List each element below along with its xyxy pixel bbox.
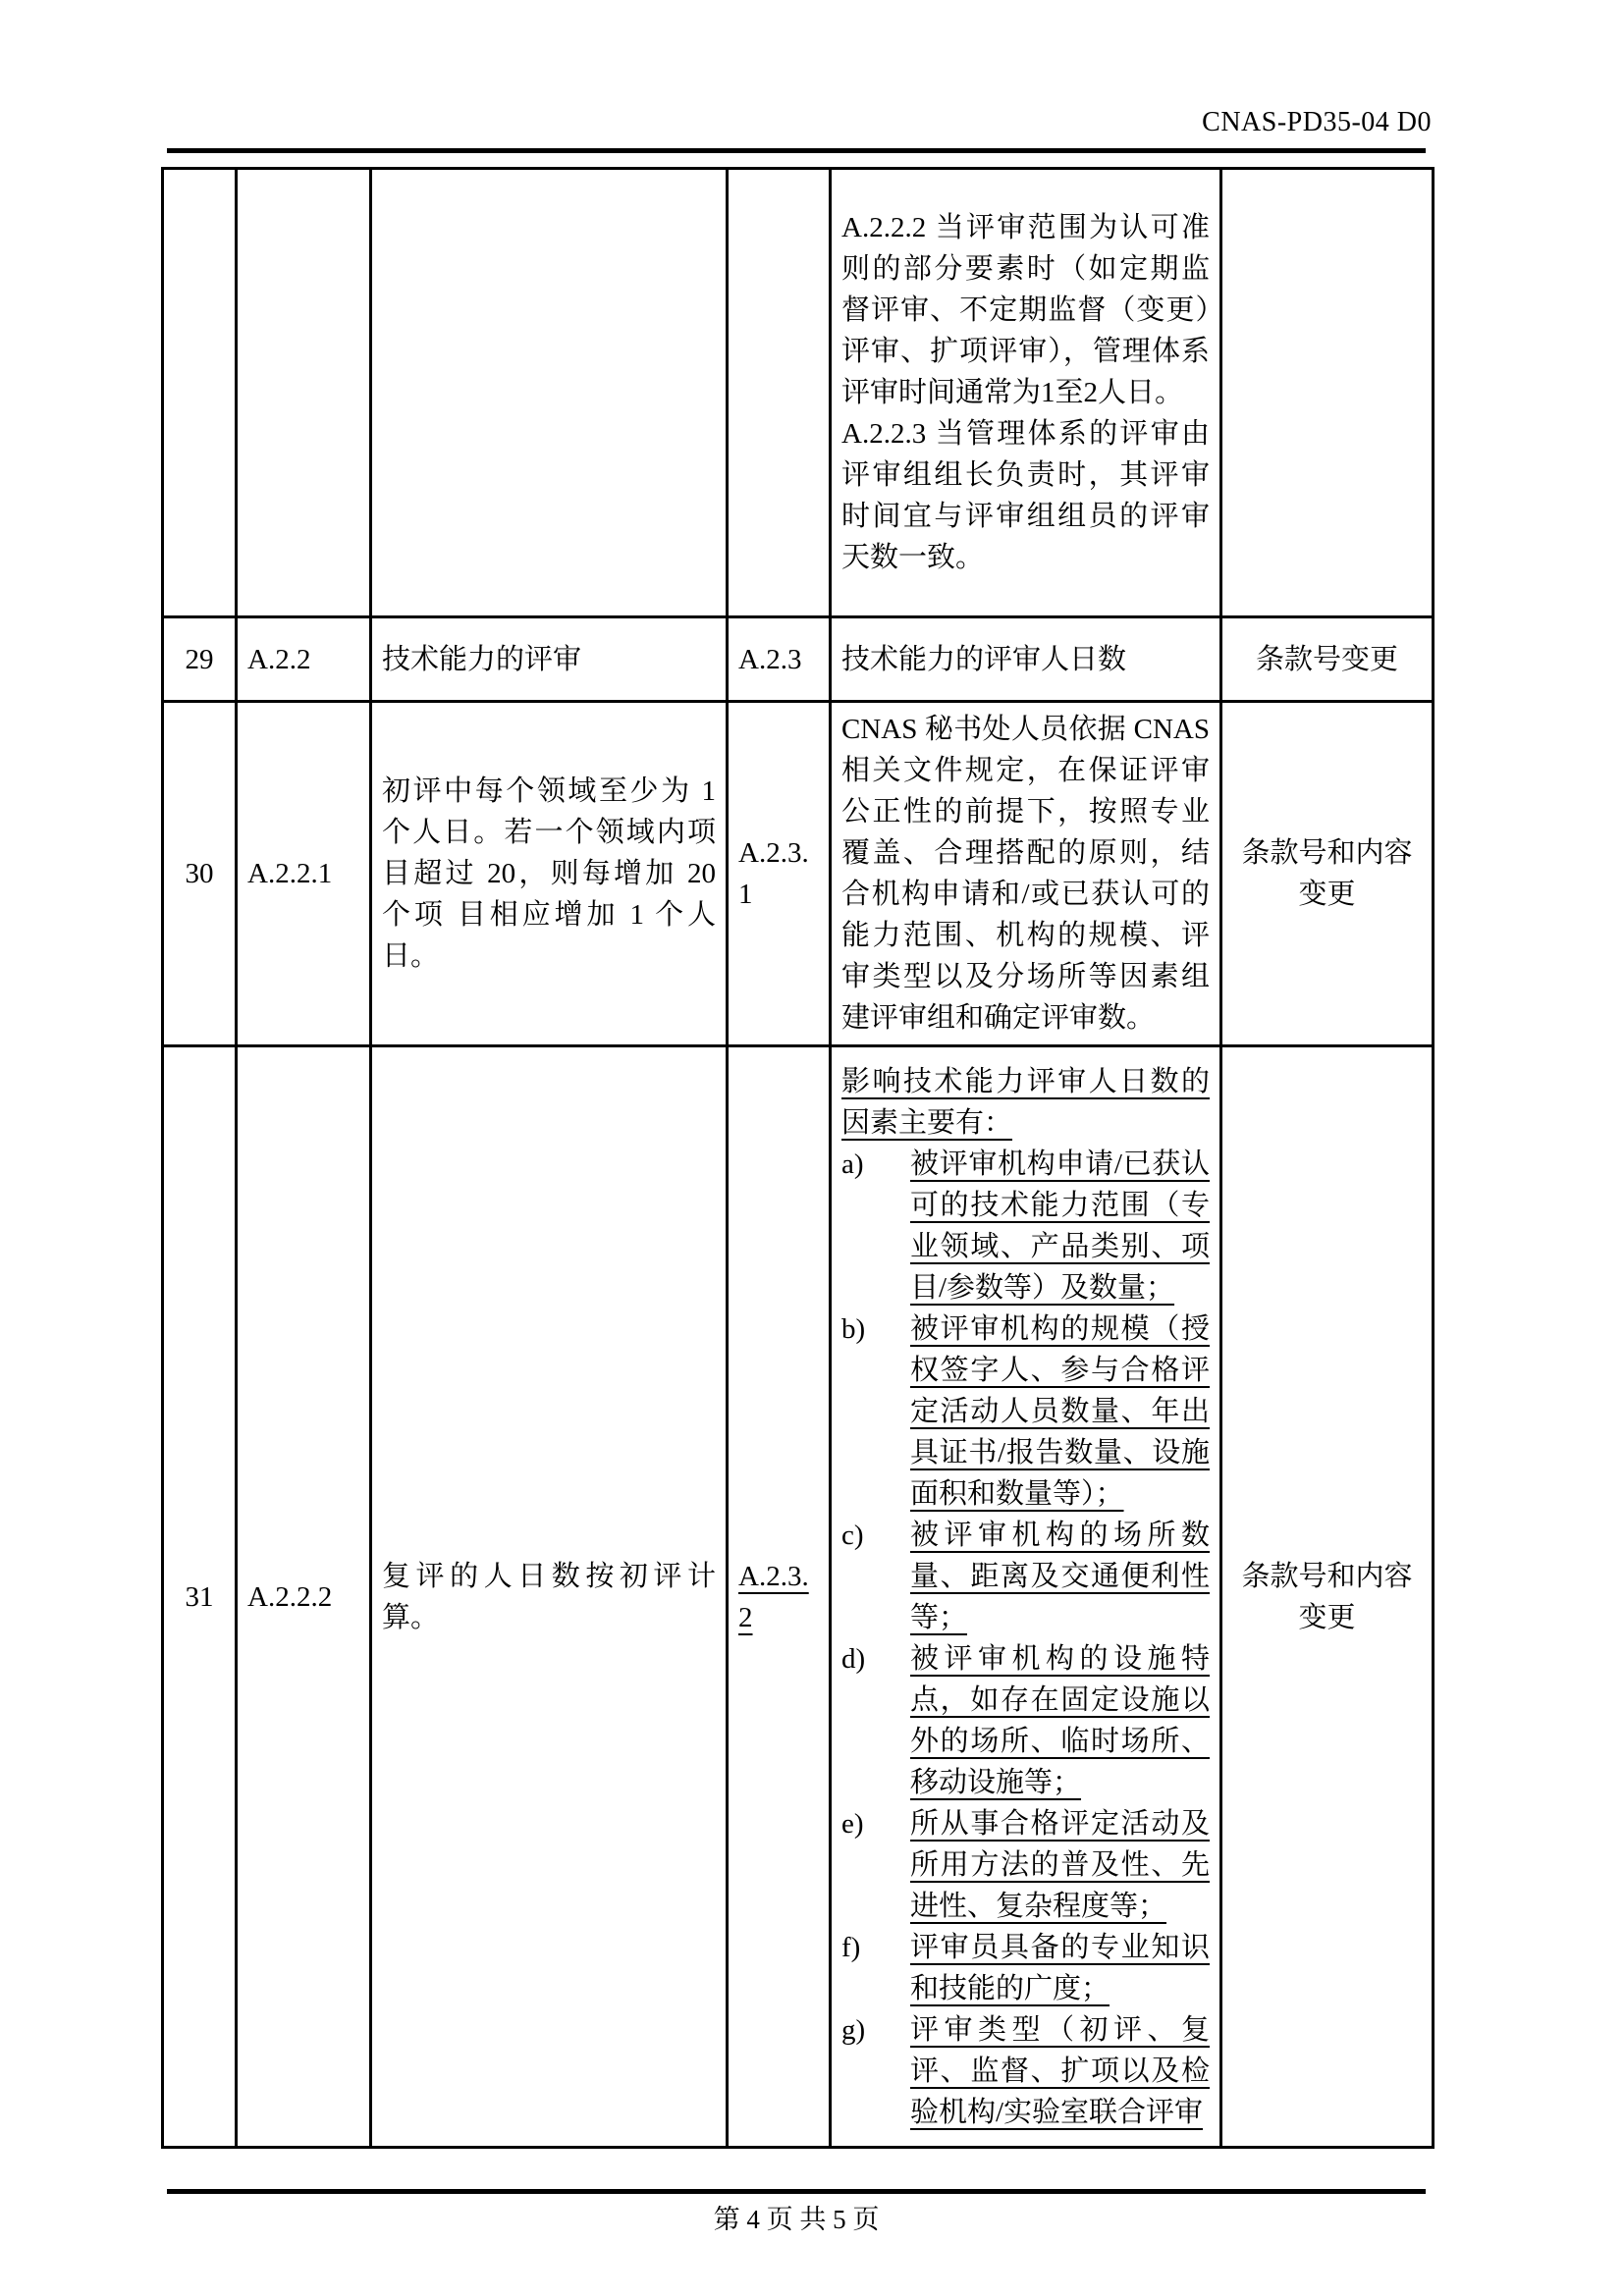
header-rule: [167, 148, 1426, 153]
list-item-text: 被评审机构申请/已获认可的技术能力范围（专业领域、产品类别、项目/参数等）及数量；: [910, 1148, 1210, 1304]
old-clause-cell: A.2.2.1: [237, 702, 371, 1046]
list-marker: e): [841, 1807, 864, 1840]
change-type-cell: 条款号和内容变更: [1221, 1046, 1434, 2148]
document-page: [161, 0, 1432, 2236]
change-type-cell: [1221, 169, 1434, 617]
new-clause-cell: [728, 169, 831, 617]
row-number-cell: [163, 169, 237, 617]
table-row-30: [163, 702, 1434, 1046]
list-item: [841, 1638, 1210, 1803]
list-item: [841, 1308, 1210, 1515]
new-content-cell: [831, 1046, 1221, 2148]
old-content-cell: 复评的人日数按初评计算。: [371, 1046, 728, 2148]
list-item: [841, 1144, 1210, 1308]
new-content-cell: CNAS 秘书处人员依据 CNAS 相关文件规定，在保证评审公正性的前提下，按照专业覆盖、合理搭配的原则，结合机构申请和/或已获认可的能力范围、机构的规模、评审类型以及分场所等因素组建评审组和确定评审数。: [831, 702, 1221, 1046]
new-content-paragraph: A.2.2.3 当管理体系的评审由评审组组长负责时，其评审时间宜与评审组组员的评审天数一致。: [841, 418, 1210, 573]
row-number-cell: 30: [163, 702, 237, 1046]
new-content-cell: 技术能力的评审人日数: [831, 617, 1221, 702]
new-clause-cell: A.2.3.1: [728, 702, 831, 1046]
list-item-text: 评审类型（初评、复评、监督、扩项以及检验机构/实验室联合评审: [910, 2013, 1210, 2128]
list-item-text: 被评审机构的设施特点，如存在固定设施以外的场所、临时场所、移动设施等；: [910, 1642, 1210, 1798]
list-marker: a): [841, 1148, 864, 1180]
old-clause-cell: A.2.2: [237, 617, 371, 702]
document-code: CNAS-PD35-04 D0: [1202, 107, 1432, 137]
list-marker: d): [841, 1642, 866, 1675]
row-number-cell: 31: [163, 1046, 237, 2148]
list-item-text: 所从事合格评定活动及所用方法的普及性、先进性、复杂程度等；: [910, 1807, 1210, 1922]
new-clause-underlined: A.2.3.2: [738, 1560, 809, 1633]
list-item: [841, 2009, 1210, 2133]
list-marker: c): [841, 1519, 864, 1551]
old-clause-cell: A.2.2.2: [237, 1046, 371, 2148]
list-marker: f): [841, 1931, 861, 1963]
list-item-text: 评审员具备的专业知识和技能的广度；: [910, 1931, 1210, 2004]
new-clause-cell: [728, 1046, 831, 2148]
table-row-31: [163, 1046, 1434, 2148]
clause-comparison-table: [161, 167, 1435, 2149]
list-marker: g): [841, 2013, 866, 2046]
page-number: 第 4 页 共 5 页: [713, 2205, 880, 2234]
new-content-paragraph: A.2.2.2 当评审范围为认可准则的部分要素时（如定期监督评审、不定期监督（变更）评审、扩项评审），管理体系评审时间通常为1至2人日。: [841, 212, 1210, 408]
old-content-cell: 初评中每个领域至少为 1 个人日。若一个领域内项目超过 20，则每增加 20 个项 目相应增加 1 个人日。: [371, 702, 728, 1046]
change-type-cell: 条款号变更: [1221, 617, 1434, 702]
new-clause-cell: A.2.3: [728, 617, 831, 702]
list-item: [841, 1927, 1210, 2009]
old-content-cell: [371, 169, 728, 617]
list-item-text: 被评审机构的规模（授权签字人、参与合格评定活动人员数量、年出具证书/报告数量、设施面积和数量等）；: [910, 1312, 1210, 1510]
footer-rule: [167, 2189, 1426, 2194]
table-row-continuation: [163, 169, 1434, 617]
factors-intro: 影响技术能力评审人日数的因素主要有：: [841, 1065, 1210, 1139]
list-item-text: 被评审机构的场所数量、距离及交通便利性等；: [910, 1519, 1210, 1633]
new-content-cell: [831, 169, 1221, 617]
old-content-cell: 技术能力的评审: [371, 617, 728, 702]
table-row-29: [163, 617, 1434, 702]
change-type-cell: 条款号和内容变更: [1221, 702, 1434, 1046]
list-item: [841, 1515, 1210, 1638]
list-item: [841, 1803, 1210, 1927]
list-marker: b): [841, 1312, 866, 1345]
row-number-cell: 29: [163, 617, 237, 702]
old-clause-cell: [237, 169, 371, 617]
